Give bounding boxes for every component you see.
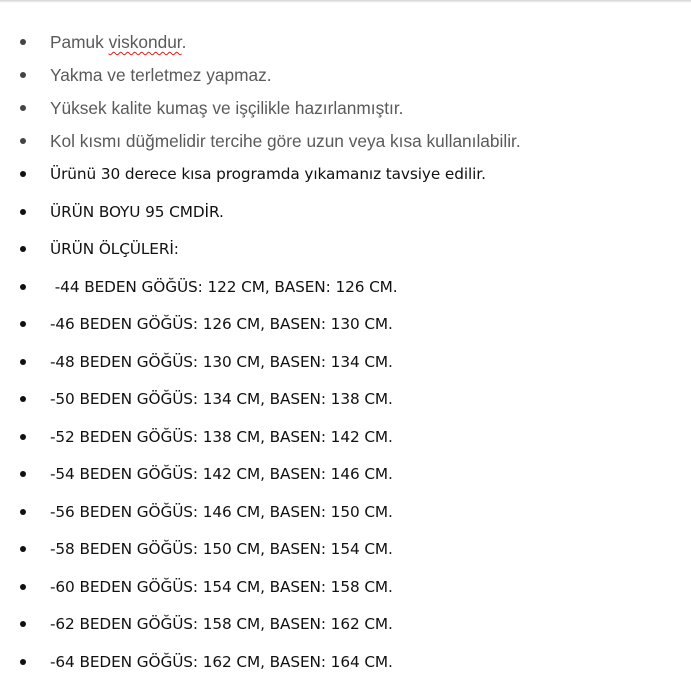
bullet-icon <box>20 621 26 627</box>
size-row <box>0 426 680 450</box>
list-item <box>0 64 680 88</box>
item-text: -64 BEDEN GÖĞÜS: 162 CM, BASEN: 164 CM. <box>50 653 393 671</box>
item-text: -52 BEDEN GÖĞÜS: 138 CM, BASEN: 142 CM. <box>50 428 393 446</box>
item-text: -50 BEDEN GÖĞÜS: 134 CM, BASEN: 138 CM. <box>50 390 393 408</box>
item-text: -54 BEDEN GÖĞÜS: 142 CM, BASEN: 146 CM. <box>50 465 393 483</box>
size-row <box>0 388 680 412</box>
list-item <box>0 31 680 55</box>
list-item <box>0 238 680 262</box>
list-item <box>0 201 680 225</box>
item-text: Kol kısmı düğmelidir tercihe göre uzun veya kısa kullanılabilir. <box>50 131 521 151</box>
item-text: -62 BEDEN GÖĞÜS: 158 CM, BASEN: 162 CM. <box>50 615 393 633</box>
bullet-icon <box>20 359 26 365</box>
bullet-icon <box>20 584 26 590</box>
size-row <box>0 463 680 487</box>
item-text-prefix: Pamuk <box>50 32 109 52</box>
size-row <box>0 351 680 375</box>
bullet-icon <box>20 246 26 252</box>
size-row <box>0 576 680 600</box>
bullet-icon <box>20 72 26 78</box>
bullet-icon <box>20 105 26 111</box>
bullet-icon <box>20 509 26 515</box>
item-text: -60 BEDEN GÖĞÜS: 154 CM, BASEN: 158 CM. <box>50 578 393 596</box>
item-text: Yakma ve terletmez yapmaz. <box>50 65 272 85</box>
item-text: -56 BEDEN GÖĞÜS: 146 CM, BASEN: 150 CM. <box>50 503 393 521</box>
list-item <box>0 163 680 187</box>
size-row <box>0 501 680 525</box>
bullet-icon <box>20 284 26 290</box>
list-item <box>0 130 680 154</box>
item-text-suffix: . <box>181 32 187 52</box>
bullet-icon <box>20 659 26 665</box>
misspelled-word[interactable]: viskondur <box>108 32 182 52</box>
bullet-icon <box>20 39 26 45</box>
size-row <box>0 313 680 337</box>
bullet-icon <box>20 138 26 144</box>
bullet-icon <box>20 434 26 440</box>
size-row <box>0 651 680 675</box>
item-text: ÜRÜN BOYU 95 CMDİR. <box>50 203 224 221</box>
bullet-icon <box>20 396 26 402</box>
size-row <box>0 276 680 300</box>
size-row <box>0 538 680 562</box>
item-text: Ürünü 30 derece kısa programda yıkamanız tavsiye edilir. <box>50 165 486 183</box>
item-text: -48 BEDEN GÖĞÜS: 130 CM, BASEN: 134 CM. <box>50 353 393 371</box>
size-row <box>0 613 680 637</box>
bullet-icon <box>20 209 26 215</box>
bullet-icon <box>20 321 26 327</box>
item-text: -46 BEDEN GÖĞÜS: 126 CM, BASEN: 130 CM. <box>50 315 393 333</box>
list-item <box>0 97 680 121</box>
item-text: -44 BEDEN GÖĞÜS: 122 CM, BASEN: 126 CM. <box>50 278 398 296</box>
item-text: ÜRÜN ÖLÇÜLERİ: <box>50 240 179 258</box>
item-text: -58 BEDEN GÖĞÜS: 150 CM, BASEN: 154 CM. <box>50 540 393 558</box>
bullet-icon <box>20 546 26 552</box>
item-text <box>50 31 186 53</box>
bullet-icon <box>20 171 26 177</box>
bullet-icon <box>20 471 26 477</box>
page-top-edge <box>0 0 691 3</box>
item-text: Yüksek kalite kumaş ve işçilikle hazırlanmıştır. <box>50 98 404 118</box>
